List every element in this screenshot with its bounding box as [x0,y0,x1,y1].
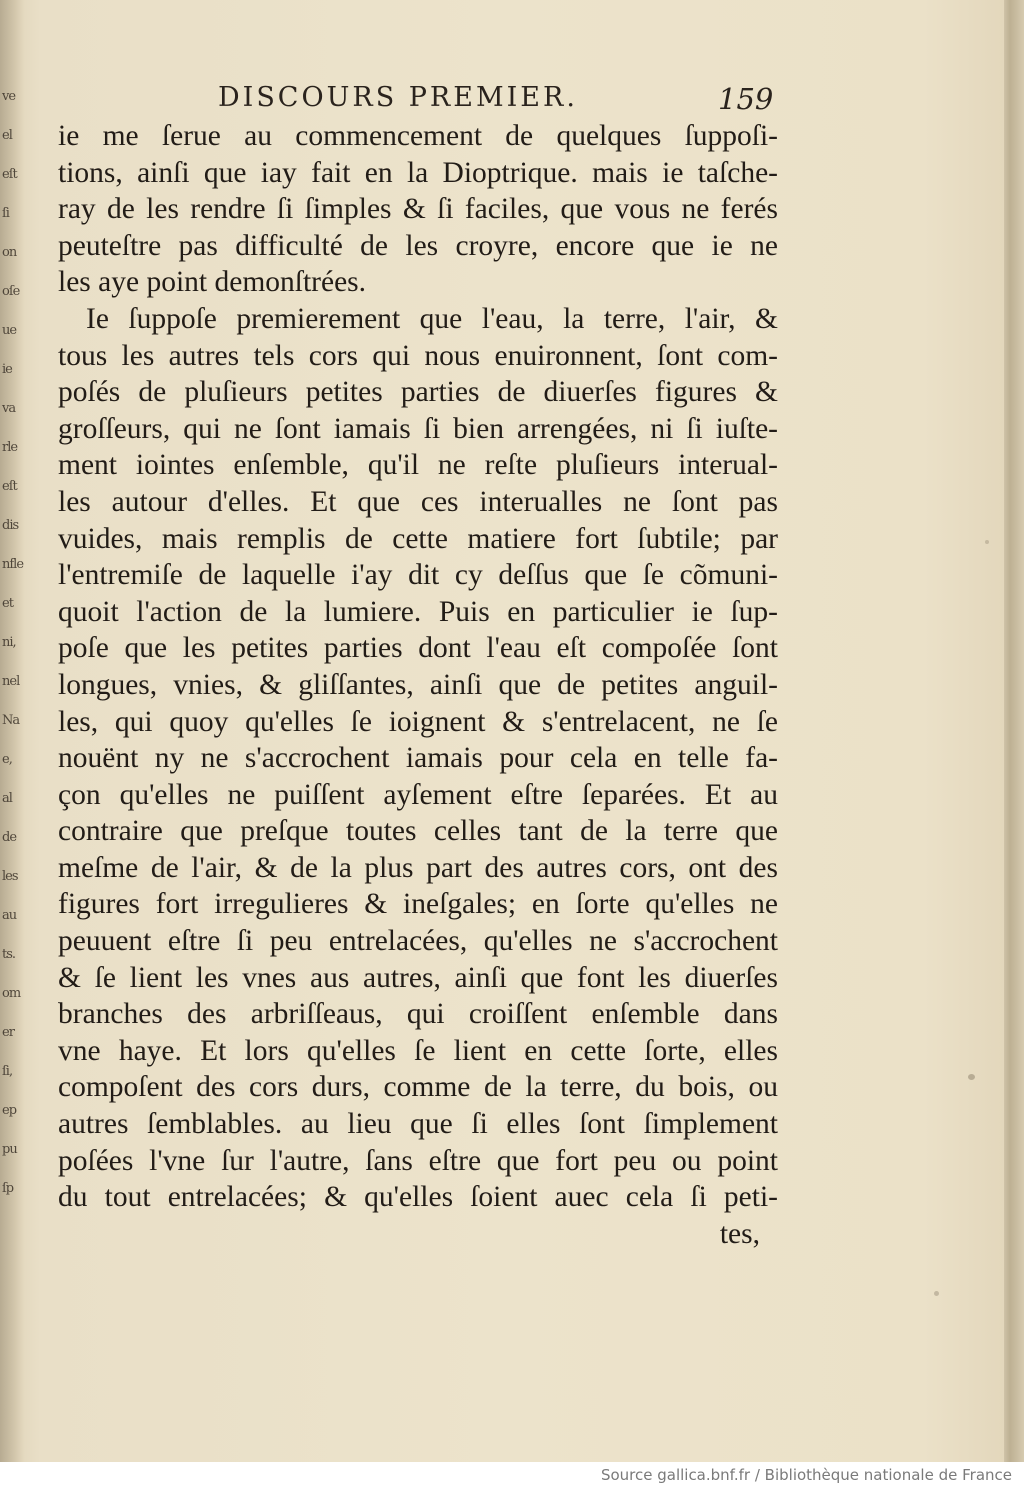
bleed-fragment: pu [2,1142,17,1157]
catchword: tes, [719,1217,760,1250]
page-edge [1004,0,1024,1462]
bleed-fragment: ve [2,89,16,104]
text-line: tions, ainſi que iay fait en la Dioptrique. mais ie taſche- [58,156,778,189]
text-line: figures fort irregulieres & ineſgales; en ſorte qu'elles ne [58,888,778,921]
bleed-fragment: va [2,401,16,416]
text-line: Ie ſuppoſe premierement que l'eau, la terre, l'air, & [86,302,778,335]
bleed-fragment: ep [2,1103,17,1118]
running-head: DISCOURS PREMIER. [218,82,578,113]
text-line: autres ſemblables. au lieu que ſi elles ſont ſimplement [58,1108,778,1141]
bleed-fragment: ſp [2,1181,14,1196]
bleed-fragment: dis [2,518,19,533]
bleed-fragment: les [2,869,18,884]
bleed-fragment: al [2,791,12,806]
text-line: les autour d'elles. Et que ces interualles ne ſont pas [58,485,778,518]
text-line: l'entremiſe de laquelle i'ay dit cy deſſus que ſe cõmuni- [58,559,778,592]
text-line: poſe que les petites parties dont l'eau eſt compoſée ſont [58,632,778,665]
bleed-fragment: e, [2,752,12,767]
text-line: tous les autres tels cors qui nous enuironnent, ſont com- [58,339,778,372]
text-line: ment iointes enſemble, qu'il ne reſte pluſieurs interual- [58,449,778,482]
source-credit: Source gallica.bnf.fr / Bibliothèque nationale de France [600,1466,1012,1484]
bleed-fragment: el [2,128,12,143]
text-line: groſſeurs, qui ne ſont iamais ſi bien arrengées, ni ſi iuſte- [58,412,778,445]
bleed-fragment: nel [2,674,20,689]
text-line: compoſent des cors durs, comme de la terre, du bois, ou [58,1071,778,1104]
bleed-fragment: et [2,596,13,611]
paper-spot [934,1291,939,1296]
bleed-fragment: ni, [2,635,16,650]
bleed-fragment: ts. [2,947,16,962]
bleed-fragment: de [2,830,17,845]
bleed-fragment: ſi, [2,1064,13,1079]
bleed-fragment: eſt [2,167,17,182]
text-line: longues, vnies, & gliſſantes, ainſi que de petites anguil- [58,668,778,701]
text-line: meſme de l'air, & de la plus part des autres cors, ont des [58,851,778,884]
text-line: branches des arbriſſeaus, qui croiſſent enſemble dans [58,998,778,1031]
bleed-fragment: eſt [2,479,17,494]
bleed-fragment: om [2,986,21,1001]
text-line: ie me ſerue au commencement de quelques ſuppoſi- [58,120,778,152]
text-line: les aye point demonſtrées. [58,266,367,299]
bleed-fragment: ie [2,362,12,377]
body-text [58,118,778,1252]
text-line: poſés de pluſieurs petites parties de diuerſes figures & [58,376,778,409]
text-line: poſées l'vne ſur l'autre, ſans eſtre que fort peu ou point [58,1144,778,1177]
bleed-fragment: au [2,908,17,923]
bleed-fragment: on [2,245,17,260]
source-credit-bar [0,1462,1024,1490]
text-line: contraire que preſque toutes celles tant de la terre que [58,815,778,848]
text-line: çon qu'elles ne puiſſent ayſement eſtre ſeparées. Et au [58,778,778,811]
page-number: 159 [718,82,774,116]
text-line: peuuent eſtre ſi peu entrelacées, qu'elles ne s'accrochent [58,925,778,958]
text-line: vuides, mais remplis de cette matiere fort ſubtile; par [58,522,778,555]
paper-spot [968,1074,975,1080]
bleed-fragment: ſi [2,206,9,221]
text-line: & ſe lient les vnes aus autres, ainſi que font les diuerſes [58,961,778,994]
text-line: ray de les rendre ſi ſimples & ſi faciles, que vous ne ferés [58,193,778,226]
text-line: nouënt ny ne s'accrochent iamais pour cela en telle fa- [58,742,778,775]
bleed-fragment: ue [2,323,17,338]
bleed-fragment: nfle [2,557,24,572]
bleed-fragment: Na [2,713,20,728]
text-line: du tout entrelacées; & qu'elles ſoient auec cela ſi peti- [58,1181,778,1214]
text-line: quoit l'action de la lumiere. Puis en particulier ie ſup- [58,595,778,628]
bleed-fragment: oſe [2,284,20,299]
bleed-fragment: er [2,1025,14,1040]
text-line: les, qui quoy qu'elles ſe ioignent & s'entrelacent, ne ſe [58,705,778,738]
paper-spot [985,540,989,544]
text-line: peuteſtre pas difficulté de les croyre, encore que ie ne [58,229,778,262]
bleed-fragment: rle [2,440,18,455]
text-line: vne haye. Et lors qu'elles ſe lient en cette ſorte, elles [58,1034,778,1067]
